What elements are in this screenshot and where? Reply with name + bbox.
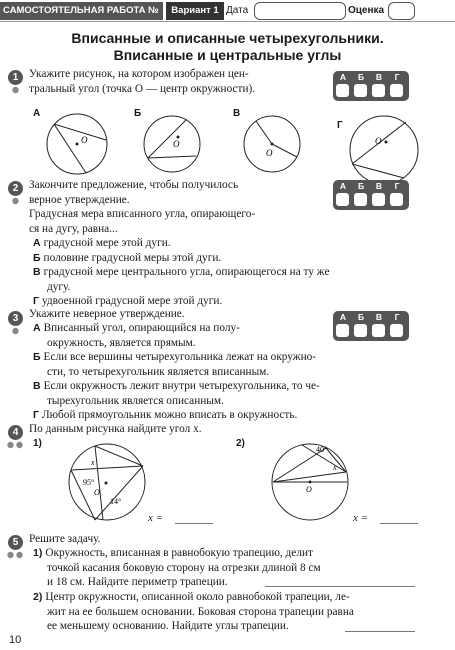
task-2-line-2: верное утверждение. xyxy=(29,193,130,206)
task-3-options xyxy=(33,321,448,423)
answer-letter-v: В xyxy=(375,72,383,82)
task-5-item-2-line-2: жит на ее большем основании. Боковая сторона трапеции равна xyxy=(47,605,354,618)
task-1-line-1: Укажите рисунок, на котором изображен цен- xyxy=(29,68,249,80)
answer-letter-g: Г xyxy=(394,72,400,82)
fig1-angle-14: 14° xyxy=(110,497,122,506)
figure-label-g: Г xyxy=(337,120,343,131)
task-5-item-1-line-2: точкой касания боковую сторону на отрезки длиной 8 см xyxy=(47,561,321,574)
grade-label: Оценка xyxy=(348,5,385,16)
task-3-option-v: В Если окружность лежит внутри четырехугольника, то че- xyxy=(33,380,320,392)
answer-letter-b: Б xyxy=(357,181,365,191)
figure-v-circle xyxy=(240,112,304,176)
task-4-answer-field-2[interactable] xyxy=(380,523,418,524)
page-title xyxy=(0,30,455,64)
task-2-option-g: Г удвоенной градусной мере этой дуги. xyxy=(33,295,223,307)
figure-b-point-o: O xyxy=(173,139,180,149)
task-4-fig1-label: 1) xyxy=(33,438,42,449)
figure-a-circle xyxy=(42,110,112,180)
task-4-fig2-label: 2) xyxy=(236,438,245,449)
fig1-point-o: O xyxy=(94,488,100,497)
task-4-answer-field-1[interactable] xyxy=(175,523,213,524)
figure-g-point-o: O xyxy=(375,136,382,146)
date-field[interactable] xyxy=(254,2,346,20)
page-number: 10 xyxy=(9,634,22,646)
answer-letter-b: Б xyxy=(357,72,365,82)
task-5-number: 5 xyxy=(8,535,23,550)
task-2-number: 2 xyxy=(8,181,23,196)
task-2-text xyxy=(29,178,329,236)
task-2-line-1: Закончите предложение, чтобы получилось xyxy=(29,179,239,191)
answer-letter-v: В xyxy=(375,181,383,191)
answer-letter-g: Г xyxy=(394,181,400,191)
difficulty-dots-icon xyxy=(5,551,20,559)
answer-box-b[interactable] xyxy=(354,84,367,97)
task-2-line-3: Градусная мера вписанного угла, опирающего- xyxy=(29,208,256,220)
task-1-line-2: тральный угол (точка O — центр окружности). xyxy=(29,82,256,95)
answer-letter-a: А xyxy=(339,72,347,82)
task-3-option-a: А Вписанный угол, опирающийся на полу- xyxy=(33,322,240,334)
task-2-answer-grid xyxy=(333,180,409,210)
answer-letter-g: Г xyxy=(394,312,400,322)
figure-v-point-o: O xyxy=(266,148,273,158)
answer-letter-a: А xyxy=(339,181,347,191)
header-bar xyxy=(0,0,455,34)
answer-box-b[interactable] xyxy=(354,193,367,206)
task-3-option-g: Г Любой прямоугольник можно вписать в окружность. xyxy=(33,409,298,421)
difficulty-dots-icon xyxy=(8,327,23,335)
task-4-number: 4 xyxy=(8,425,23,440)
task-3-option-b: Б Если все вершины четырехугольника лежат на окружно- xyxy=(33,351,317,363)
task-2-option-a: А градусной мере этой дуги. xyxy=(33,237,171,249)
title-line-2: Вписанные и центральные углы xyxy=(113,47,342,63)
task-3-line-1: Укажите неверное утверждение. xyxy=(29,308,185,320)
task-5-item-1: 1) Окружность, вписанная в равнобокую трапецию, делит точкой касания боковую сторону на отрезки длиной 8 см и 18 см. Найдите периметр трапеции. xyxy=(33,546,448,590)
task-3-number: 3 xyxy=(8,311,23,326)
task-4-figure-2 xyxy=(254,440,369,520)
task-1-number: 1 xyxy=(8,70,23,85)
answer-letter-v: В xyxy=(375,312,383,322)
fig2-angle-x: x xyxy=(333,463,337,472)
task-5-item-2-label: 2) xyxy=(33,591,43,603)
title-line-1: Вписанные и описанные четырехугольники. xyxy=(71,30,384,46)
variant-badge: Вариант 1 xyxy=(166,2,224,20)
task-4-line: По данным рисунка найдите угол x. xyxy=(29,423,202,435)
fig1-angle-95: 95° xyxy=(83,478,95,487)
figure-label-a: А xyxy=(33,108,41,119)
figure-a-point-o: O xyxy=(81,135,88,145)
answer-box-g[interactable] xyxy=(390,193,403,206)
answer-box-a[interactable] xyxy=(336,84,349,97)
difficulty-dots-icon xyxy=(8,86,23,94)
task-2-option-v-cont: дугу. xyxy=(47,280,71,293)
difficulty-dots-icon xyxy=(5,441,20,449)
task-4-answer-label-2: x = xyxy=(353,512,369,524)
answer-letter-a: А xyxy=(339,312,347,322)
answer-box-g[interactable] xyxy=(390,84,403,97)
task-1-answer-grid xyxy=(333,71,409,101)
figure-label-b: Б xyxy=(134,108,142,119)
work-title: САМОСТОЯТЕЛЬНАЯ РАБОТА № 3 xyxy=(0,2,163,20)
task-3-option-v-cont: тырехугольник является описанным. xyxy=(47,394,224,407)
task-2-options xyxy=(33,236,448,309)
task-2-option-b: Б половине градусной меры этой дуги. xyxy=(33,251,222,264)
fig2-angle-40: 40° xyxy=(316,445,328,454)
task-2-line-4: ся на дугу, равна... xyxy=(29,222,118,235)
figure-b-circle xyxy=(140,112,204,176)
task-5-answer-field-2[interactable] xyxy=(345,631,415,632)
task-5-answer-field-1[interactable] xyxy=(265,586,415,587)
task-4-answer-label-1: x = xyxy=(148,512,164,524)
task-5-item-2-line-3: ее меньшему основанию. Найдите углы трапеции. xyxy=(47,620,289,632)
task-3-option-b-cont: сти, то четырехугольник является вписанным. xyxy=(47,365,270,378)
grade-field[interactable] xyxy=(388,2,415,20)
answer-box-a[interactable] xyxy=(336,193,349,206)
difficulty-dots-icon xyxy=(8,197,23,205)
header-divider xyxy=(0,21,455,22)
fig1-angle-x: x xyxy=(91,458,95,467)
task-1-text xyxy=(29,67,329,96)
task-2-option-v: В градусной мере центрального угла, опирающегося на ту же xyxy=(33,266,330,278)
task-4-figure-1 xyxy=(55,440,165,522)
task-5-item-1-line-3: и 18 см. Найдите периметр трапеции. xyxy=(47,576,228,588)
date-label: Дата xyxy=(226,5,249,16)
task-3-option-a-cont: окружность, является прямым. xyxy=(47,336,196,349)
task-5-item-2: 2) Центр окружности, описанной около равнобокой трапеции, ле- жит на ее большем основании. Боковая сторона трапеции равна ее меньшему основанию. Найдите углы трапеции. xyxy=(33,590,448,634)
figure-label-v: В xyxy=(233,108,241,119)
task-5-item-1-label: 1) xyxy=(33,547,43,559)
answer-box-v[interactable] xyxy=(372,193,385,206)
answer-letter-b: Б xyxy=(357,312,365,322)
answer-box-v[interactable] xyxy=(372,84,385,97)
task-5-line: Решите задачу. xyxy=(29,533,101,545)
fig2-point-o: O xyxy=(306,485,312,494)
